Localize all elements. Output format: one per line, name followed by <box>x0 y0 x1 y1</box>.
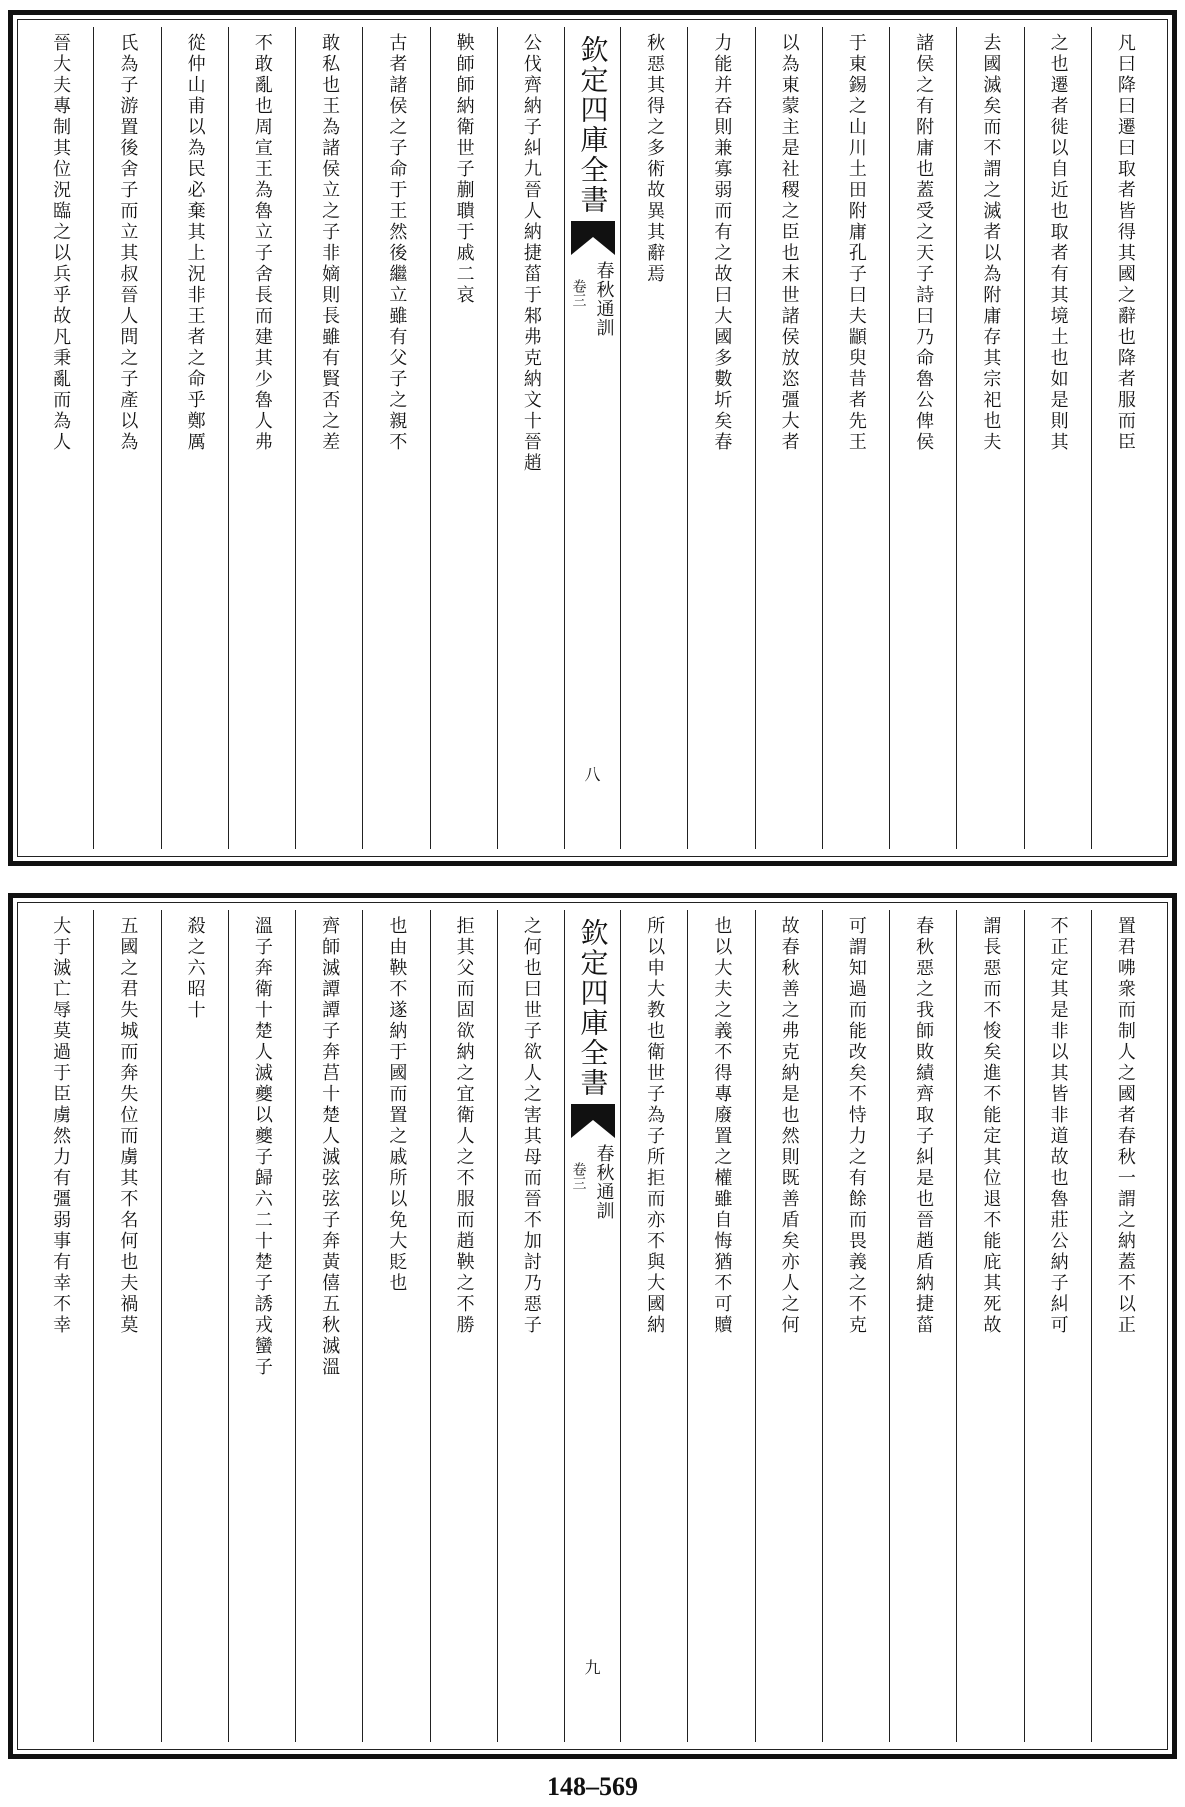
text-column: 古者諸侯之子命于王然後繼立雖有父子之親不 <box>362 27 429 849</box>
top-page <box>8 10 1177 866</box>
text-column: 不敢亂也周宣王為魯立子舍長而建其少魯人弗 <box>228 27 295 849</box>
text-column: 力能并吞則兼寡弱而有之故曰大國多數圻矣春 <box>687 27 754 849</box>
fishtail-mark-icon <box>571 1104 615 1138</box>
text-column: 不正定其是非以其皆非道故也魯莊公納子糾可 <box>1024 910 1091 1742</box>
text-column: 去國滅矣而不謂之滅者以為附庸存其宗祀也夫 <box>956 27 1023 849</box>
text-column: 溫子奔衛十楚人滅夔以夔子歸六二十楚子誘戎蠻子 <box>228 910 295 1742</box>
text-column: 殺之六昭十 <box>161 910 228 1742</box>
volume-label: 春秋通訓 卷三 <box>570 261 615 337</box>
text-column: 鞅師師納衛世子蒯聵于戚二哀 <box>430 27 497 849</box>
text-column: 故春秋善之弗克納是也然則既善盾矣亦人之何 <box>755 910 822 1742</box>
bottom-page <box>8 893 1177 1759</box>
text-column: 從仲山甫以為民必棄其上況非王者之命乎鄭厲 <box>161 27 228 849</box>
book-title: 欽定四庫全書 <box>576 918 610 1098</box>
text-column: 氏為子游置後舍子而立其叔晉人問之子產以為 <box>93 27 160 849</box>
text-column: 秋惡其得之多術故異其辭焉 <box>620 27 687 849</box>
text-column: 之何也曰世子欲人之害其母而晉不加討乃惡子 <box>497 910 564 1742</box>
text-column: 五國之君失城而奔失位而虜其不名何也夫禍莫 <box>93 910 160 1742</box>
text-column: 晉大夫專制其位況臨之以兵乎故凡秉亂而為人 <box>50 33 72 453</box>
text-column: 公伐齊納子糾九晉人納捷菑于邾弗克納文十晉趙 <box>497 27 564 849</box>
text-column: 也以大夫之義不得專廢置之權雖自悔猶不可贖 <box>687 910 754 1742</box>
text-column: 春秋惡之我師敗績齊取子糾是也晉趙盾納捷菑 <box>889 910 956 1742</box>
center-margin <box>564 910 620 1742</box>
text-column: 所以申大教也衛世子為子所拒而亦不與大國納 <box>620 910 687 1742</box>
text-column: 以為東蒙主是社稷之臣也末世諸侯放恣彊大者 <box>755 27 822 849</box>
book-title: 欽定四庫全書 <box>576 35 610 215</box>
center-margin <box>564 27 620 849</box>
text-column: 也由鞅不遂納于國而置之戚所以免大貶也 <box>362 910 429 1742</box>
text-column: 可謂知過而能改矣不恃力之有餘而畏義之不克 <box>822 910 889 1742</box>
text-column: 大于滅亡辱莫過于臣虜然力有彊弱事有幸不幸 <box>50 916 72 1336</box>
text-column: 之也遷者徙以自近也取者有其境土也如是則其 <box>1024 27 1091 849</box>
bottom-text-columns <box>27 910 1158 1742</box>
page-number: 九 <box>584 1658 601 1677</box>
text-column: 諸侯之有附庸也蓋受之天子詩曰乃命魯公俾侯 <box>889 27 956 849</box>
volume-label: 春秋通訓 卷三 <box>570 1144 615 1220</box>
text-column: 謂長惡而不悛矣進不能定其位退不能庇其死故 <box>956 910 1023 1742</box>
text-column: 凡曰降曰遷曰取者皆得其國之辭也降者服而臣 <box>1091 27 1158 849</box>
text-column: 置君咈衆而制人之國者春秋一謂之納蓋不以正 <box>1091 910 1158 1742</box>
text-column: 敢私也王為諸侯立之子非嫡則長雖有賢否之差 <box>295 27 362 849</box>
fishtail-mark-icon <box>571 221 615 255</box>
text-column: 于東錫之山川土田附庸孔子曰夫顓臾昔者先王 <box>822 27 889 849</box>
text-column: 拒其父而固欲納之宜衛人之不服而趙鞅之不勝 <box>430 910 497 1742</box>
page-number: 八 <box>584 765 601 784</box>
text-column: 齊師滅譚譚子奔莒十楚人滅弦弦子奔黃僖五秋滅溫 <box>295 910 362 1742</box>
folio-number: 148–569 <box>547 1772 638 1801</box>
top-text-columns <box>27 27 1158 849</box>
